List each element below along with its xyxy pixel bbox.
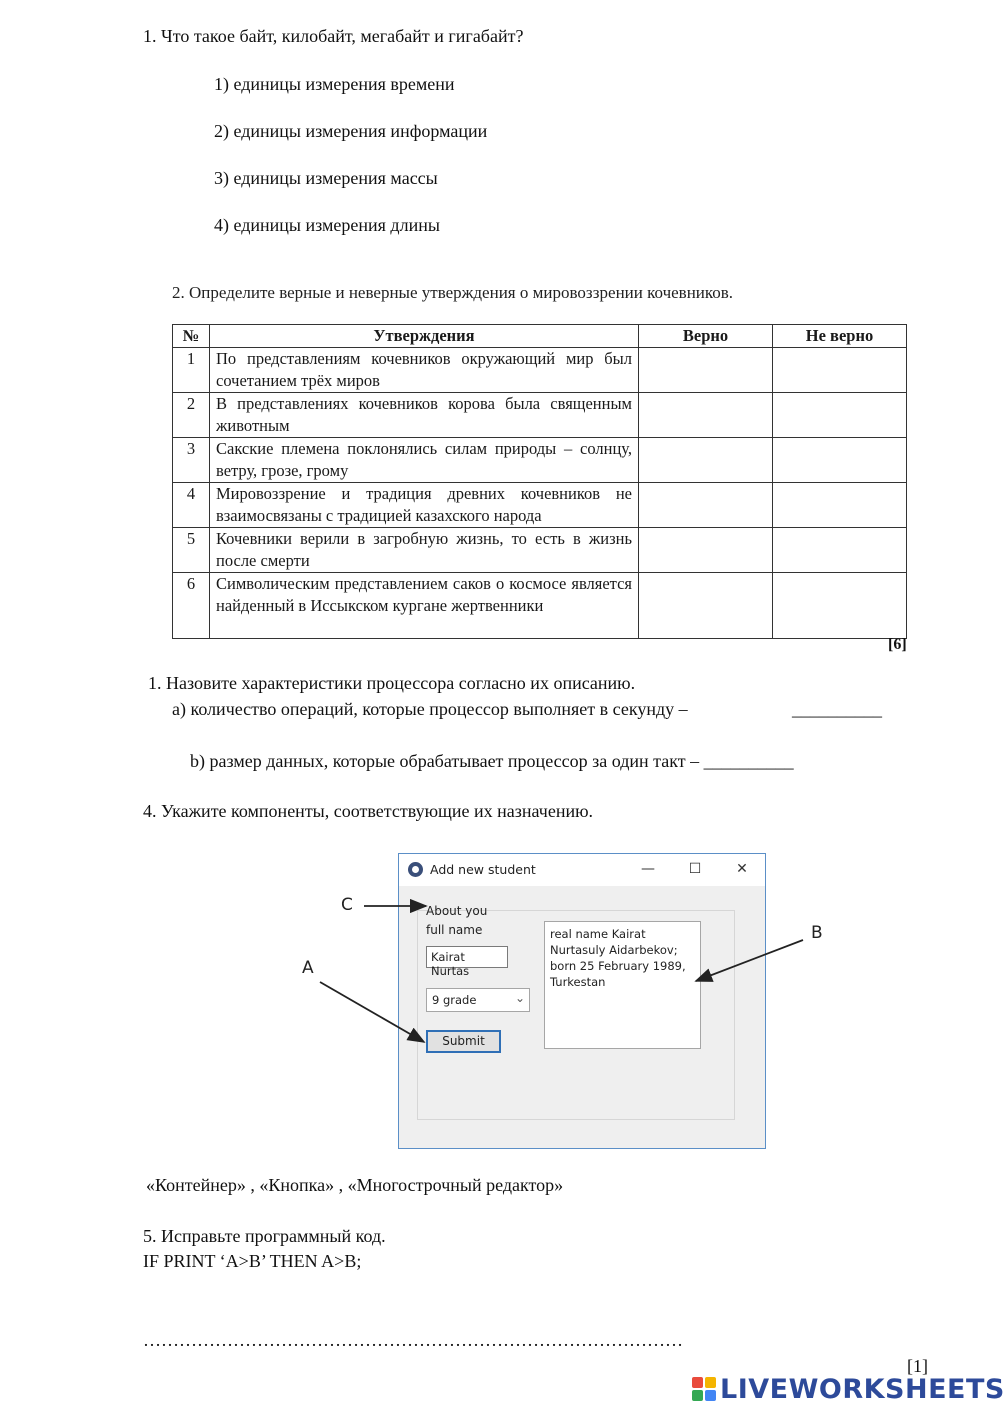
col-header-true: Верно bbox=[639, 325, 773, 348]
q5-question: 5. Исправьте программный код. bbox=[143, 1226, 386, 1246]
arrow-label-c: C bbox=[341, 895, 353, 915]
row-statement: Мировоззрение и традиция древних кочевников не взаимосвязаны с традицией казахского народа bbox=[210, 483, 639, 528]
q1-option-3[interactable]: 3) единицы измерения массы bbox=[214, 168, 438, 188]
q2-title: 2. Определите верные и неверные утверждения о мировоззрении кочевников. bbox=[172, 283, 734, 302]
q1-option-1[interactable]: 1) единицы измерения времени bbox=[214, 74, 455, 94]
row-statement: В представлениях кочевников корова была священным животным bbox=[210, 393, 639, 438]
q4-choices: «Контейнер» , «Кнопка» , «Многострочный редактор» bbox=[146, 1175, 564, 1195]
q5-code: IF PRINT ‘A>B’ THEN A>B; bbox=[143, 1251, 362, 1271]
col-header-statement: Утверждения bbox=[210, 325, 639, 348]
row-num: 1 bbox=[173, 348, 210, 393]
row-statement: Кочевники верили в загробную жизнь, то есть в жизнь после смерти bbox=[210, 528, 639, 573]
window-title: Add new student bbox=[430, 862, 536, 877]
about-label: About you bbox=[426, 904, 488, 918]
grade-select-value: 9 grade bbox=[432, 993, 477, 1007]
row-num: 3 bbox=[173, 438, 210, 483]
q3-part-a: a) количество операций, которые процессор выполняет в секунду – bbox=[172, 699, 688, 719]
col-header-num: № bbox=[173, 325, 210, 348]
arrow-label-a: A bbox=[302, 958, 314, 978]
q3-part-b: b) размер данных, которые обрабатывает процессор за один такт – __________ bbox=[190, 751, 794, 771]
q5-answer-line[interactable]: ……………………………………………………………………………… bbox=[143, 1330, 683, 1350]
row-num: 6 bbox=[173, 573, 210, 639]
q1-option-2[interactable]: 2) единицы измерения информации bbox=[214, 121, 488, 141]
logo-icon bbox=[692, 1377, 716, 1401]
col-header-false: Не верно bbox=[773, 325, 907, 348]
row-statement: Символическим представлением саков о космосе является найденный в Иссыкском кургане жертвенники bbox=[210, 573, 639, 639]
close-icon[interactable]: ✕ bbox=[736, 861, 748, 877]
fullname-input[interactable]: Kairat Nurtas bbox=[426, 946, 508, 968]
row-num: 2 bbox=[173, 393, 210, 438]
q5-score: [1] bbox=[907, 1356, 928, 1376]
submit-button[interactable]: Submit bbox=[426, 1030, 501, 1053]
maximize-icon[interactable]: ☐ bbox=[688, 861, 702, 877]
row-num: 5 bbox=[173, 528, 210, 573]
arrow-label-b: B bbox=[811, 923, 823, 943]
row-statement: По представлениям кочевников окружающий мир был сочетанием трёх миров bbox=[210, 348, 639, 393]
q1-question: 1. Что такое байт, килобайт, мегабайт и гигабайт? bbox=[143, 26, 524, 46]
fullname-label: full name bbox=[426, 923, 483, 937]
chevron-down-icon: ⌄ bbox=[514, 991, 525, 1005]
q3-question: 1. Назовите характеристики процессора согласно их описанию. bbox=[148, 673, 636, 693]
row-num: 4 bbox=[173, 483, 210, 528]
q2-score: [6] bbox=[888, 636, 907, 653]
arrow-a bbox=[320, 982, 424, 1042]
minimize-icon[interactable]: — bbox=[641, 861, 655, 877]
q1-option-4[interactable]: 4) единицы измерения длины bbox=[214, 215, 440, 235]
row-statement: Сакские племена поклонялись силам природы – солнцу, ветру, грозе, грому bbox=[210, 438, 639, 483]
memo-textarea[interactable]: real name Kairat Nurtasuly Aidarbekov; born 25 February 1989, Turkestan bbox=[544, 921, 701, 1049]
liveworksheets-logo bbox=[692, 1374, 1005, 1404]
q3-part-a-blank[interactable]: __________ bbox=[792, 699, 882, 719]
q4-question: 4. Укажите компоненты, соответствующие их назначению. bbox=[143, 801, 594, 821]
logo-text: LIVEWORKSHEETS bbox=[720, 1373, 1005, 1405]
arrow-b bbox=[696, 940, 803, 981]
